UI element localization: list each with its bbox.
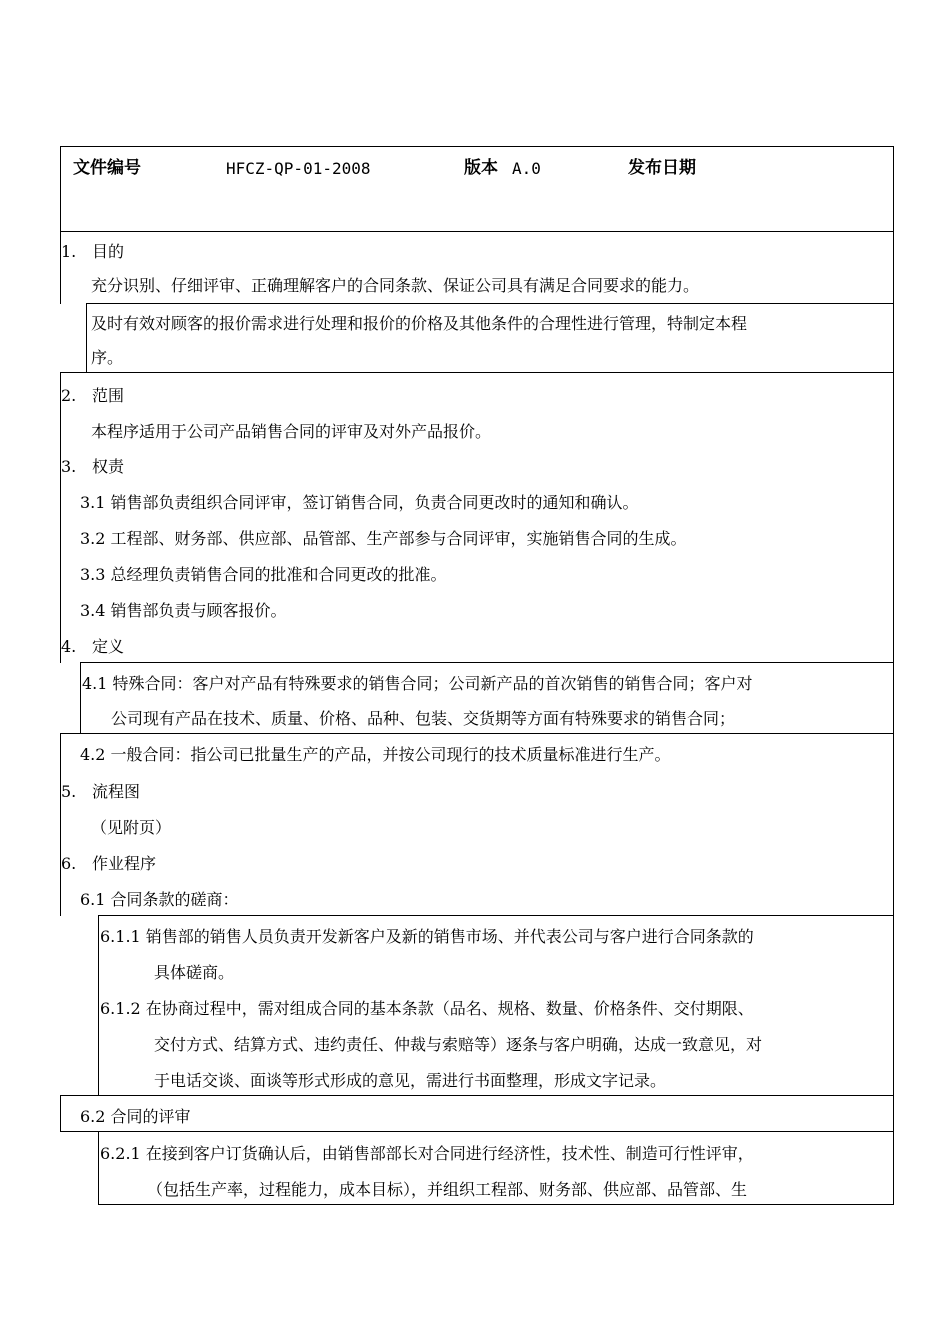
special-contract-definition-line2: 公司现有产品在技术、质量、价格、品种、包装、交货期等方面有特殊要求的销售合同； <box>111 709 736 728</box>
general-contract-definition: 4.2 一般合同：指公司已批量生产的产品，并按公司现行的技术质量标准进行生产。 <box>80 745 671 764</box>
scope-paragraph: 本程序适用于公司产品销售合同的评审及对外产品报价。 <box>91 422 492 441</box>
responsibility-item: 3.2 工程部、财务部、供应部、品管部、生产部参与合同评审，实施销售合同的生成。 <box>80 529 687 548</box>
doc-number-label: 文件编号 <box>73 158 141 178</box>
purpose-paragraph-2-line1: 及时有效对顾客的报价需求进行处理和报价的价格及其他条件的合理性进行管理，特制定本程 <box>91 314 748 333</box>
flowchart-reference: （见附页） <box>91 818 172 837</box>
section-5-title: 流程图 <box>92 782 141 801</box>
clause-6-1-2-line3: 于电话交谈、面谈等形式形成的意见，需进行书面整理，形成文字记录。 <box>154 1071 667 1090</box>
section-1-number: 1. <box>61 242 77 261</box>
section-2-title: 范围 <box>92 386 125 405</box>
responsibility-item: 3.1 销售部负责组织合同评审，签订销售合同，负责合同更改时的通知和确认。 <box>80 493 639 512</box>
section-2-number: 2. <box>61 386 77 405</box>
section-5-number: 5. <box>61 782 77 801</box>
purpose-paragraph-2-line2: 序。 <box>91 348 124 367</box>
section-6-title: 作业程序 <box>92 854 157 873</box>
section-6-number: 6. <box>61 854 77 873</box>
clause-6-1-2-line1: 6.1.2 在协商过程中，需对组成合同的基本条款（品名、规格、数量、价格条件、交付期限、 <box>100 999 754 1018</box>
special-contract-definition-line1: 4.1 特殊合同：客户对产品有特殊要求的销售合同；公司新产品的首次销售的销售合同；客户对 <box>82 674 753 693</box>
version-value: A.0 <box>512 159 541 178</box>
section-4-number: 4. <box>61 637 77 656</box>
purpose-paragraph: 充分识别、仔细评审、正确理解客户的合同条款、保证公司具有满足合同要求的能力。 <box>91 276 700 295</box>
release-date-label: 发布日期 <box>628 158 696 178</box>
responsibility-item: 3.4 销售部负责与顾客报价。 <box>80 601 287 620</box>
clause-6-2-1-line2: （包括生产率，过程能力，成本目标），并组织工程部、财务部、供应部、品管部、生 <box>147 1180 748 1199</box>
doc-number-value: HFCZ-QP-01-2008 <box>226 159 371 178</box>
section-3-number: 3. <box>61 457 77 476</box>
responsibility-item: 3.3 总经理负责销售合同的批准和合同更改的批准。 <box>80 565 447 584</box>
subsection-6-2-heading: 6.2 合同的评审 <box>80 1107 191 1126</box>
section-1-title: 目的 <box>92 242 125 261</box>
clause-6-2-1-line1: 6.2.1 在接到客户订货确认后，由销售部部长对合同进行经济性，技术性、制造可行性评审， <box>100 1144 754 1163</box>
clause-6-1-1-line2: 具体磋商。 <box>154 963 235 982</box>
clause-6-1-2-line2: 交付方式、结算方式、违约责任、仲裁与索赔等）逐条与客户明确，达成一致意见，对 <box>154 1035 763 1054</box>
section-4-title: 定义 <box>92 637 125 656</box>
section-3-title: 权责 <box>92 457 125 476</box>
clause-6-1-1-line1: 6.1.1 销售部的销售人员负责开发新客户及新的销售市场、并代表公司与客户进行合同条款的 <box>100 927 754 946</box>
version-label: 版本 <box>464 158 498 178</box>
subsection-6-1-heading: 6.1 合同条款的磋商： <box>80 890 239 909</box>
